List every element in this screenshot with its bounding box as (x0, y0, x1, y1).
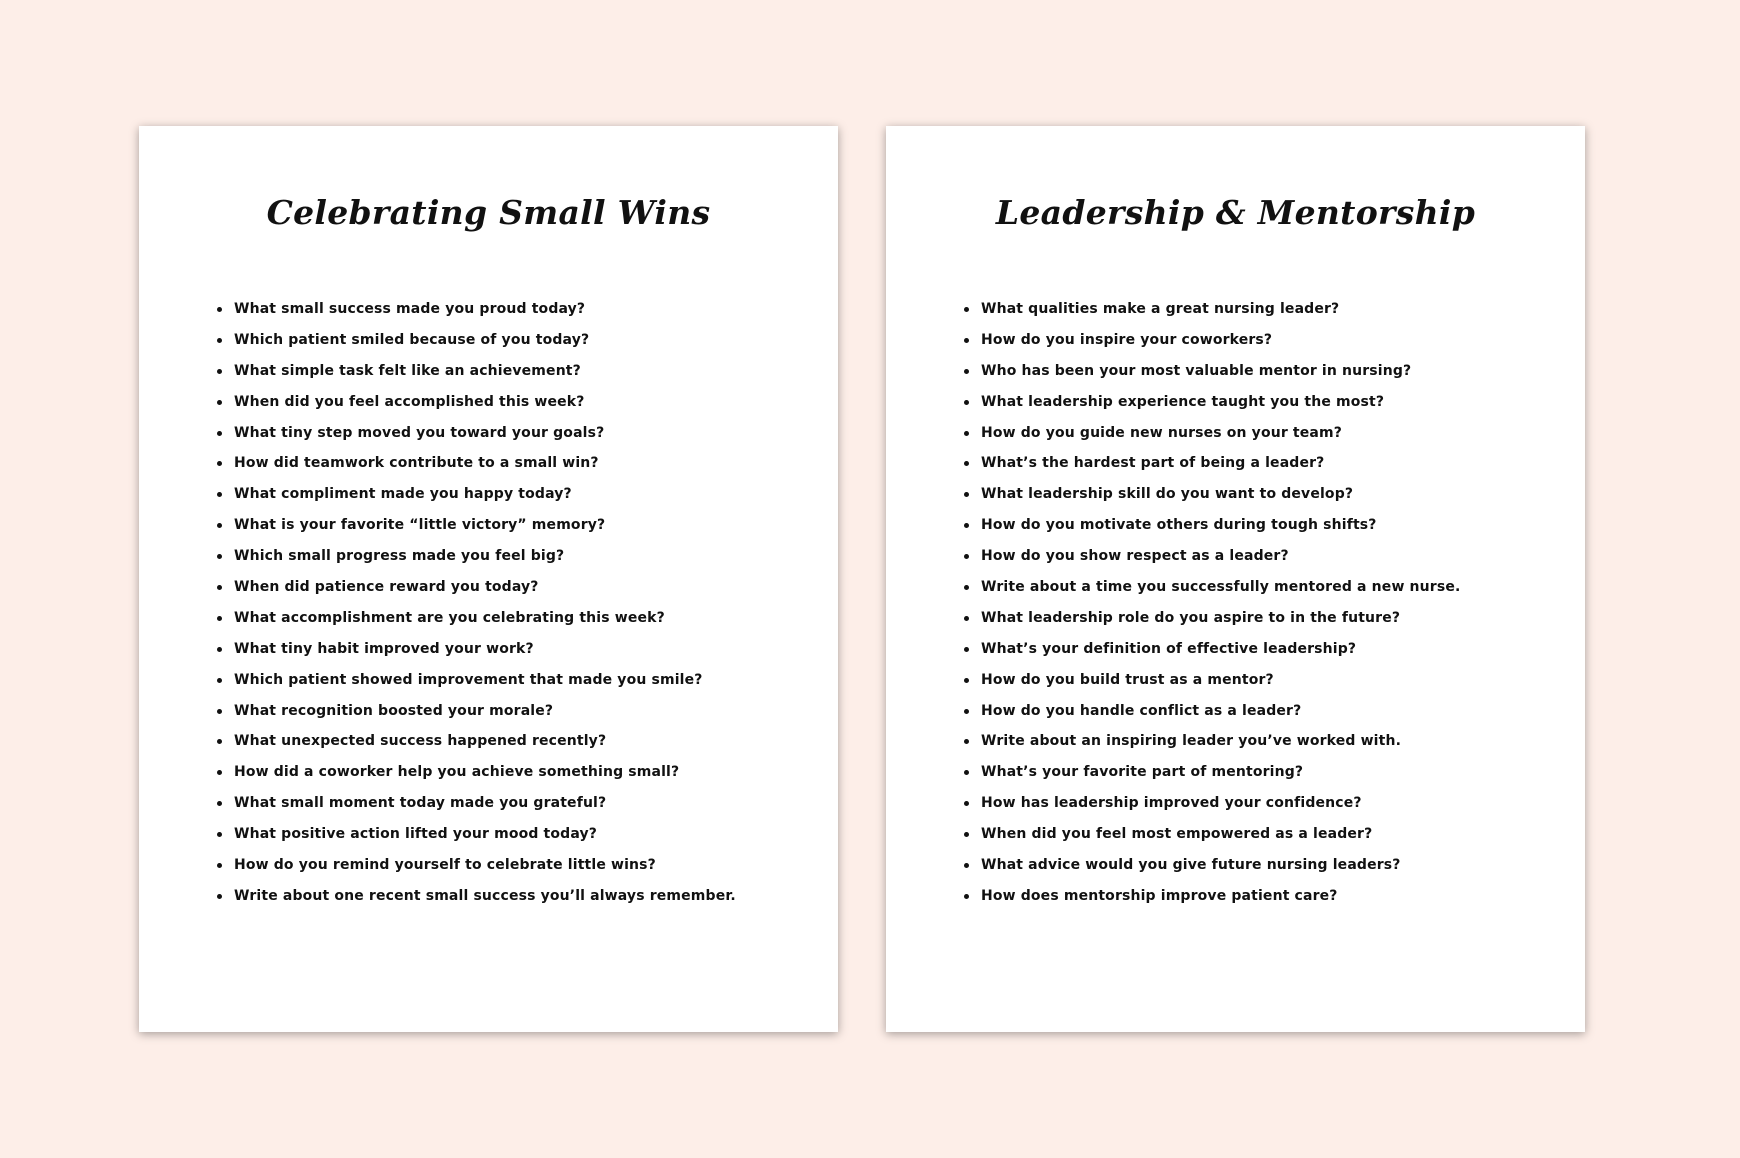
list-item: What positive action lifted your mood today? (214, 819, 818, 850)
list-item: Write about one recent small success you’ll always remember. (214, 881, 818, 912)
list-item: How do you show respect as a leader? (961, 541, 1565, 572)
list-item: What advice would you give future nursing leaders? (961, 850, 1565, 881)
list-item: How does mentorship improve patient care? (961, 881, 1565, 912)
prompt-list (214, 294, 818, 912)
list-item: How did teamwork contribute to a small win? (214, 448, 818, 479)
list-item: What tiny step moved you toward your goals? (214, 418, 818, 449)
list-item: Which patient smiled because of you today? (214, 325, 818, 356)
prompt-list (961, 294, 1565, 912)
list-item: How do you guide new nurses on your team? (961, 418, 1565, 449)
list-item: When did you feel most empowered as a leader? (961, 819, 1565, 850)
list-item: What simple task felt like an achievement? (214, 356, 818, 387)
list-item: What small success made you proud today? (214, 294, 818, 325)
list-item: How do you handle conflict as a leader? (961, 696, 1565, 727)
list-item: What’s the hardest part of being a leader? (961, 448, 1565, 479)
list-item: How do you remind yourself to celebrate little wins? (214, 850, 818, 881)
list-item: What recognition boosted your morale? (214, 696, 818, 727)
page-leadership-mentorship (886, 126, 1585, 1032)
list-item: What tiny habit improved your work? (214, 634, 818, 665)
page-title: Leadership & Mentorship (995, 193, 1476, 232)
list-item: When did patience reward you today? (214, 572, 818, 603)
list-item: When did you feel accomplished this week? (214, 387, 818, 418)
list-item: What compliment made you happy today? (214, 479, 818, 510)
list-item: Which small progress made you feel big? (214, 541, 818, 572)
list-item: What’s your definition of effective leadership? (961, 634, 1565, 665)
list-item: How do you motivate others during tough shifts? (961, 510, 1565, 541)
list-item: Who has been your most valuable mentor in nursing? (961, 356, 1565, 387)
page-celebrating-small-wins (139, 126, 838, 1032)
list-item: What qualities make a great nursing leader? (961, 294, 1565, 325)
list-item: How has leadership improved your confidence? (961, 788, 1565, 819)
list-item: How do you inspire your coworkers? (961, 325, 1565, 356)
list-item: What’s your favorite part of mentoring? (961, 757, 1565, 788)
list-item: What leadership skill do you want to develop? (961, 479, 1565, 510)
page-title: Celebrating Small Wins (266, 193, 711, 232)
list-item: How did a coworker help you achieve something small? (214, 757, 818, 788)
list-item: Write about an inspiring leader you’ve worked with. (961, 726, 1565, 757)
list-item: Which patient showed improvement that made you smile? (214, 665, 818, 696)
list-item: What is your favorite “little victory” memory? (214, 510, 818, 541)
list-item: How do you build trust as a mentor? (961, 665, 1565, 696)
list-item: What leadership role do you aspire to in the future? (961, 603, 1565, 634)
list-item: What accomplishment are you celebrating this week? (214, 603, 818, 634)
list-item: What leadership experience taught you the most? (961, 387, 1565, 418)
list-item: What unexpected success happened recently? (214, 726, 818, 757)
list-item: Write about a time you successfully mentored a new nurse. (961, 572, 1565, 603)
list-item: What small moment today made you grateful? (214, 788, 818, 819)
